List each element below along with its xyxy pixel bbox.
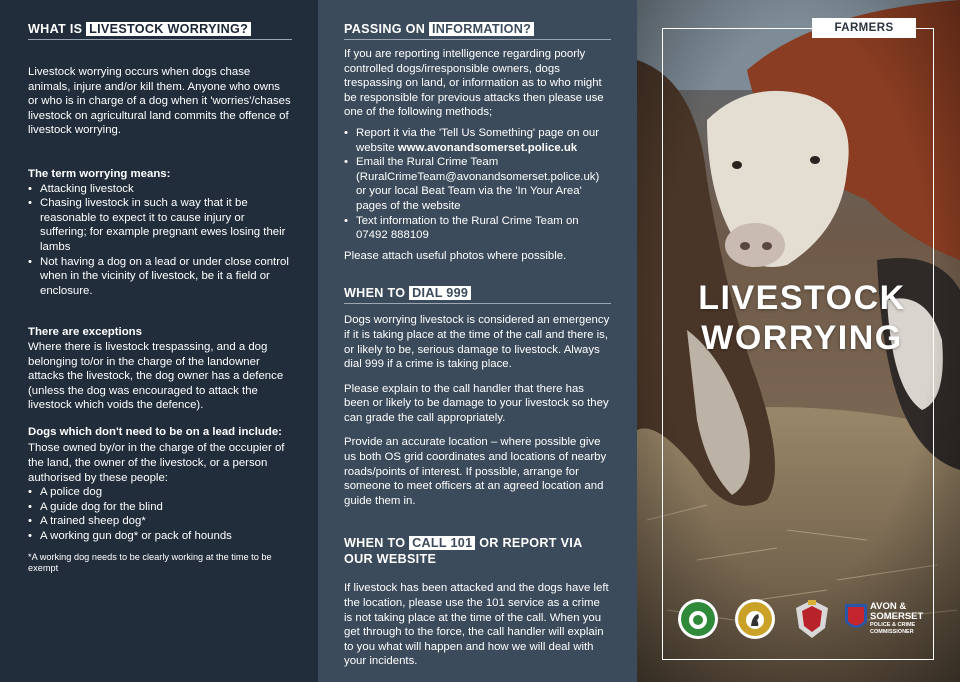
lead-title: Dogs which don't need to be on a lead include:	[28, 425, 282, 438]
title-line: LIVESTOCK	[698, 279, 906, 317]
pcc-text	[870, 602, 923, 636]
heading-prefix: WHEN TO	[344, 536, 410, 551]
list-item	[344, 126, 611, 155]
method-text: Report it via the 'Tell Us Something' page on our website	[356, 126, 600, 154]
column-reporting	[318, 0, 637, 682]
heading-prefix: WHAT IS	[28, 22, 87, 36]
term-list	[28, 182, 292, 299]
horse-watch-logo	[734, 598, 776, 640]
heading-highlight: INFORMATION?	[429, 22, 534, 36]
heading-highlight: LIVESTOCK WORRYING?	[86, 22, 251, 36]
cover-title	[677, 278, 927, 358]
lead-list	[28, 485, 292, 543]
list-item: • A trained sheep dog*	[28, 514, 292, 529]
dial-paragraph: Please explain to the call handler that there has been or likely to be damage to your livestock so they can grade the call appropriately.	[344, 382, 609, 424]
term-title: The term worrying means:	[28, 167, 171, 180]
heading-prefix: WHEN TO	[344, 286, 410, 301]
farm-watch-logo	[677, 598, 719, 640]
heading-dial-999	[344, 286, 611, 304]
heading-call-101	[344, 535, 611, 570]
pcc-shield-icon	[845, 604, 867, 634]
pcc-line: AVON &	[870, 601, 907, 612]
police-crest-logo	[791, 598, 833, 640]
pcc-line: SOMERSET	[870, 611, 924, 622]
heading-prefix: PASSING ON	[344, 22, 429, 36]
intro-text: Livestock worrying occurs when dogs chase animals, injure and/or kill them. Anyone who owns or who is in charge of a dog when it 'worries'/chases livestock on agricultural land commits the offence of livestock worrying.	[28, 66, 291, 137]
list-item: • Text information to the Rural Crime Team on 07492 888109	[344, 214, 611, 243]
methods-list	[344, 126, 611, 243]
pcc-line: POLICE & CRIME	[870, 622, 916, 628]
pcc-logo	[845, 600, 929, 640]
exceptions-title: There are exceptions	[28, 326, 142, 339]
heading-highlight: CALL 101	[409, 536, 475, 550]
heading-passing-on	[344, 22, 611, 40]
dial-paragraph: Dogs worrying livestock is considered an emergency if it is taking place at the time of the call and there is, or likely to be, serious damage to livestock. Always dial 999 if a crime is taking place.	[344, 314, 610, 371]
exceptions-text: Where there is livestock trespassing, and a dog belonging to/or in the charge of the landowner attacks the livestock, the dog owner has a defence (unless the dog was encouraged to attack the livestock which voids the defence).	[28, 340, 284, 412]
heading-highlight: DIAL 999	[409, 286, 471, 300]
lead-text: Those owned by/or in the charge of the occupier of the land, the owner of the livestock, or a person authorised by these people:	[28, 442, 285, 484]
footnote: *A working dog needs to be clearly working at the time to be exempt	[28, 551, 272, 574]
passing-intro: If you are reporting intelligence regarding poorly controlled dogs/irresponsible owners, dogs trespassing on land, or information as to who might be responsible for previous attacks then please use one of the following methods;	[344, 48, 604, 119]
audience-badge: FARMERS	[812, 18, 916, 38]
column-what-is	[0, 0, 318, 682]
dial-paragraph: Provide an accurate location – where possible give us both OS grid coordinates and locations of nearby roads/points of interest. If possible, arrange for someone to meet officers at an agreed location and guide them in.	[344, 436, 607, 507]
list-item: • Chasing livestock in such a way that it be reasonable to expect it to cause injury or suffering; for example pregnant ewes losing their lambs	[28, 196, 292, 254]
call-text: If livestock has been attacked and the dogs have left the location, please use the 101 service as a crime is not taking place at the time of the call. When you get through to the force, the call handler will explain to you what will happen and how we will deal with your incidents.	[344, 582, 609, 668]
list-item: • Not having a dog on a lead or under close control when in the vicinity of livestock, be it a field or enclosure.	[28, 255, 292, 299]
pcc-line: COMMISSIONER	[870, 629, 914, 635]
list-item: • Email the Rural Crime Team (RuralCrimeTeam@avonandsomerset.police.uk) or your local Beat Team via the 'In Your Area' pages of the website	[344, 155, 611, 213]
list-item: • A working gun dog* or pack of hounds	[28, 529, 292, 544]
heading-suffix: OR REPORT VIA OUR WEBSITE	[344, 536, 582, 567]
title-line: WORRYING	[701, 319, 903, 357]
cover-panel	[637, 0, 960, 682]
heading-what-is	[28, 22, 292, 40]
list-item: • A police dog	[28, 485, 292, 500]
list-item: • A guide dog for the blind	[28, 500, 292, 515]
list-item: • Attacking livestock	[28, 182, 292, 197]
website-link[interactable]: www.avonandsomerset.police.uk	[397, 141, 578, 154]
photos-note: Please attach useful photos where possible.	[344, 249, 567, 262]
